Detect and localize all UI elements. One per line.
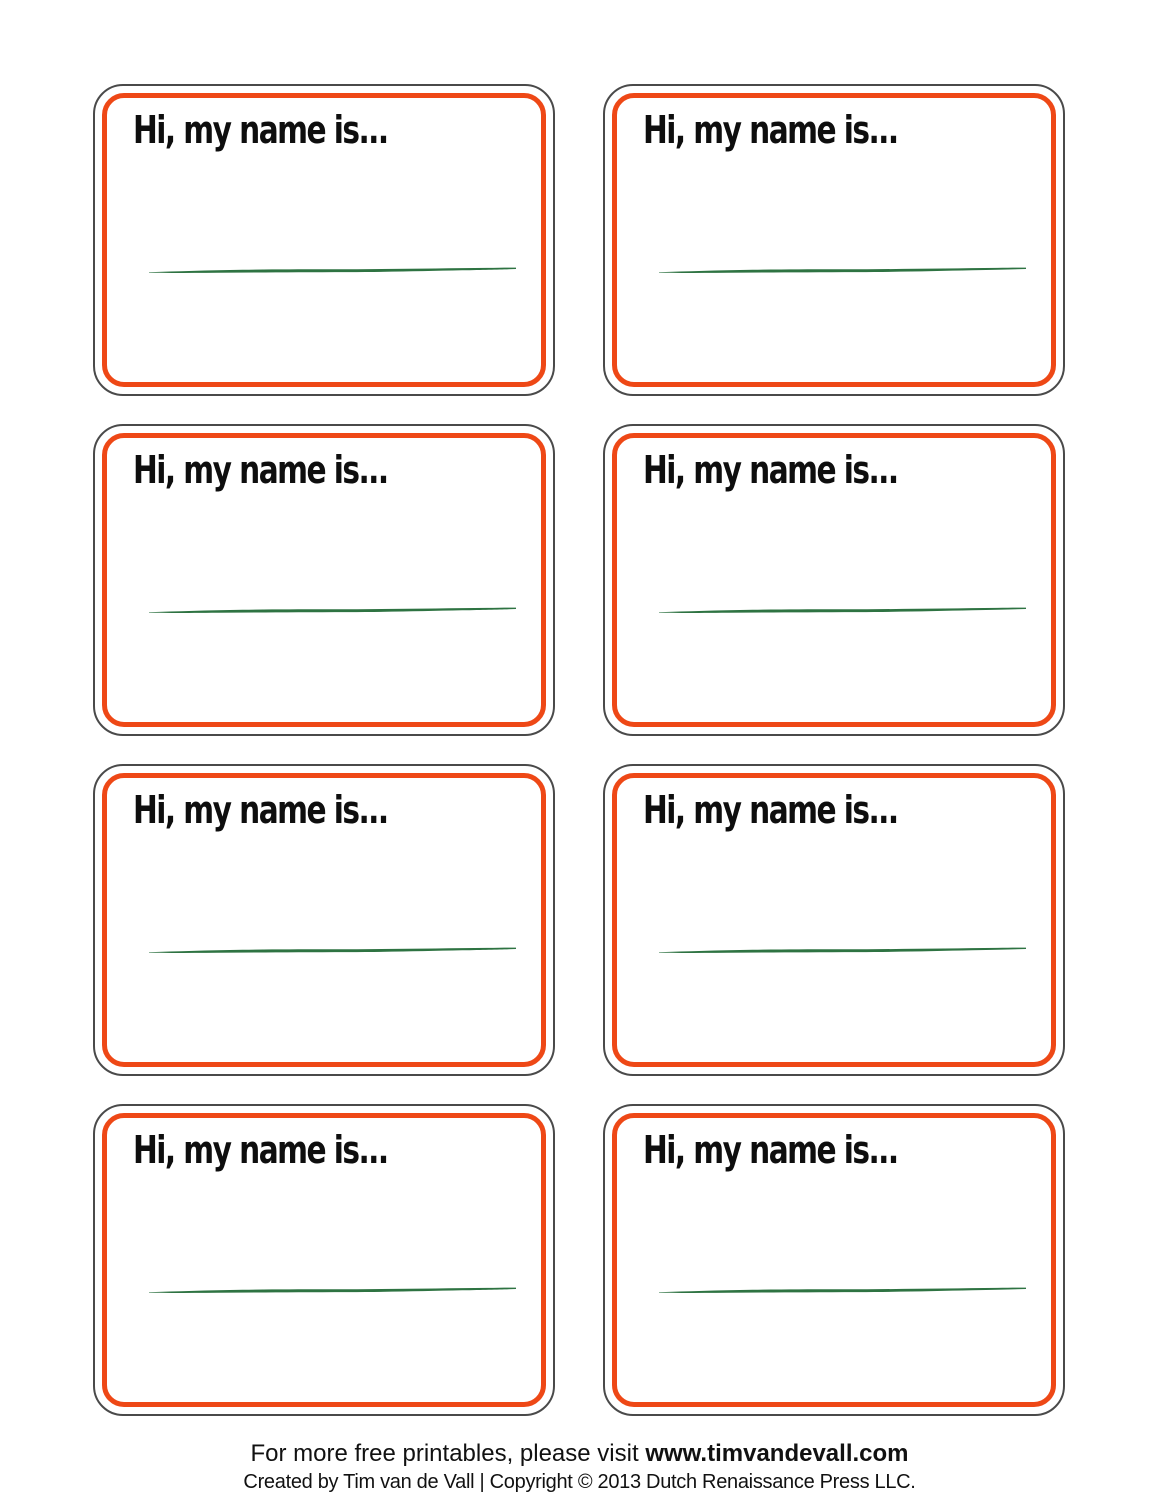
name-tag	[603, 84, 1065, 396]
name-tag-greeting: Hi, my name is...	[643, 448, 898, 492]
name-line	[658, 943, 1027, 957]
footer-promo-text: For more free printables, please visit	[250, 1440, 639, 1467]
name-tag-border	[612, 1113, 1056, 1407]
name-tag	[93, 84, 555, 396]
name-tag	[93, 424, 555, 736]
footer-copyright-line: Created by Tim van de Vall | Copyright © 2013 Dutch Renaissance Press LLC.	[243, 1470, 916, 1493]
name-tag	[93, 1104, 555, 1416]
name-line	[658, 263, 1027, 277]
name-tag-greeting: Hi, my name is...	[643, 788, 898, 832]
name-tag-greeting: Hi, my name is...	[643, 108, 898, 152]
footer	[0, 1440, 1159, 1494]
name-tag-greeting: Hi, my name is...	[133, 788, 388, 832]
footer-website-text: www.timvandevall.com	[645, 1440, 909, 1467]
name-tag	[93, 764, 555, 1076]
name-tag-border	[612, 93, 1056, 387]
name-tag	[603, 424, 1065, 736]
name-tag-border	[612, 773, 1056, 1067]
name-line	[148, 1283, 517, 1297]
footer-promo-line	[0, 1440, 1159, 1468]
name-tag-border	[102, 1113, 546, 1407]
name-tag-greeting: Hi, my name is...	[133, 448, 388, 492]
name-line	[658, 1283, 1027, 1297]
name-tag-border	[102, 773, 546, 1067]
name-tag-greeting: Hi, my name is...	[133, 108, 388, 152]
name-line	[148, 603, 517, 617]
name-tag	[603, 1104, 1065, 1416]
name-line	[148, 263, 517, 277]
name-tag-greeting: Hi, my name is...	[133, 1128, 388, 1172]
name-tag-greeting: Hi, my name is...	[643, 1128, 898, 1172]
name-tag	[603, 764, 1065, 1076]
name-line	[658, 603, 1027, 617]
name-tag-border	[102, 93, 546, 387]
name-tag-border	[102, 433, 546, 727]
name-line	[148, 943, 517, 957]
name-tag-border	[612, 433, 1056, 727]
